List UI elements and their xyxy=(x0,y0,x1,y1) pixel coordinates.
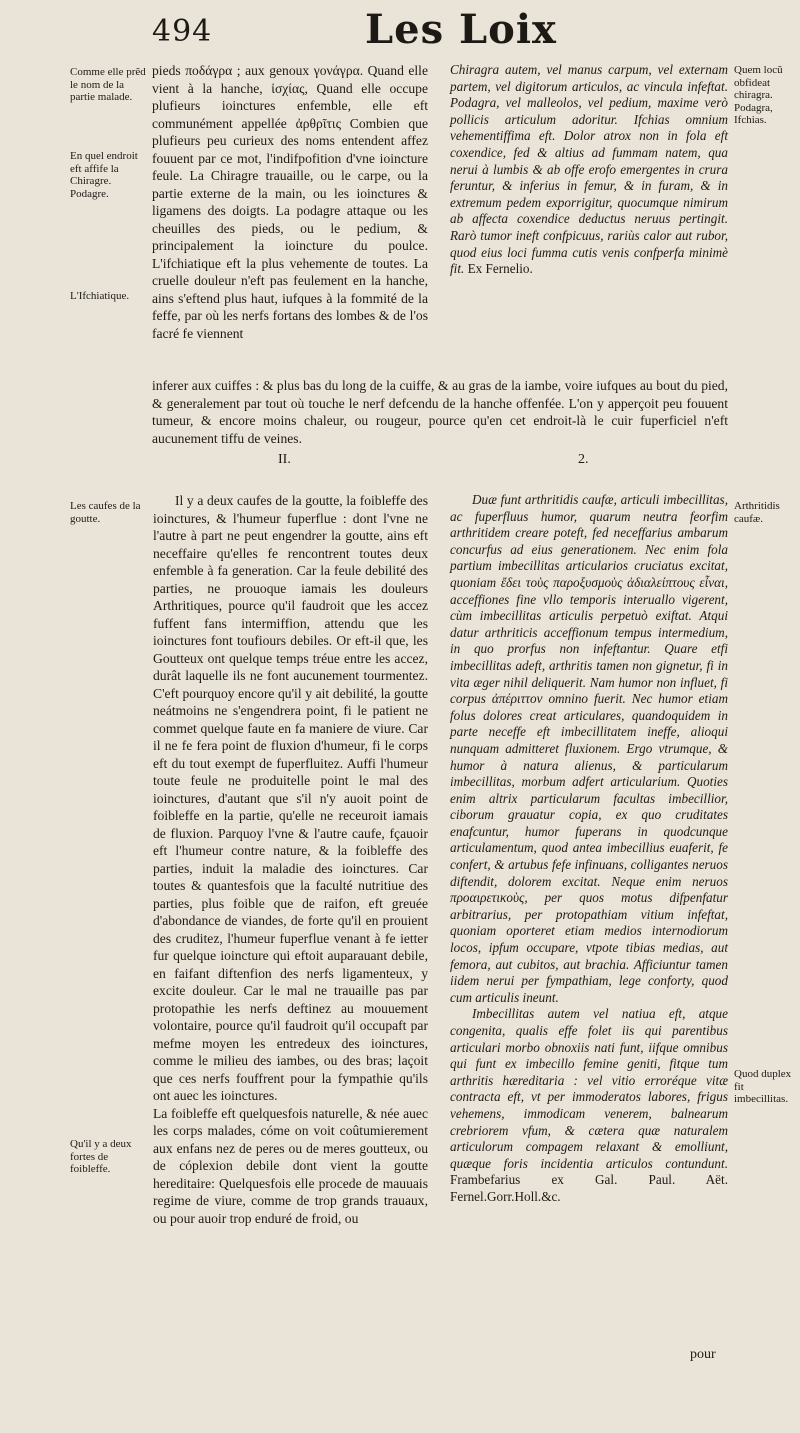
section2-latin-body-b: Imbecillitas autem vel natiua eft, atque congenita, qualis effe folet iis qui parentibus articulari morbo obnoxiis nati funt, iifque omnibus qui funt ex imbecillo femine geniti, fitque tum arthritis hæreditaria : vel vitio erroréque vitæ contracta eft, vt per immoderatos labores, frigus vehemens, immodicam venerem, balnearum crebriorem vfum, & cætera quæ naturalem articulorum compagem relaxant & emolliunt, quæque foris incidentia articulos contundunt. xyxy=(450,1006,728,1171)
margin-note-latin-chiragra: Quem locũ obfideat chiragra. Podagra, Ifchias. xyxy=(734,64,783,126)
page-number: 494 xyxy=(152,14,213,49)
section1-latin-source: Ex Fernelio. xyxy=(467,261,533,277)
margin-note-imbecillitas: Quod duplex fit imbecillitas. xyxy=(734,1068,792,1105)
section2-latin-source: Frambefarius ex Gal. Paul. Aët. Fernel.Gorr.Holl.&c. xyxy=(450,1172,728,1204)
margin-note-arthritidis: Arthritidis caufæ. xyxy=(734,500,780,525)
section2-french-text xyxy=(153,492,428,1227)
section2-latin-paragraph-a: Duæ funt arthritidis caufæ, articuli imbecillitas, ac fuperfluus humor, quarum neutra feorfim arthritidem creare poteft, fed neceffarius ambarum concurfus ad eius generationem. Nec enim fola partium imbecillitas articularios cruciatus excitat, quoniam ἔδει τοὺς παροξυσμοὺς ἀδιαλείπτους εἶναι, acceffiones fine vllo temporis interuallo vigerent, cùm imbecillitas articulis perpetuò exiftat. Atqui datur arthriticis acceffionum tempus intermedium, in quo prorfus non infeftantur. Quare etfi imbecillitas adeft, arthritis tamen non gignetur, fi in vita æger nihil deliquerit. Nam humor non influet, fi corpus ἀπέριττον omnino fuerit. Nec humor etiam folus dolores creat articulares, quandoquidem in parte neceffe eft imbecillitatem ineffe, alioqui nunquam admitteret fluxionem. Ergo vtrumque, & humor à natura alienus, & particularum imbecillitas, morbum adfert articularium. Quoties enim altrix particularum facultas imbecillior, ciborum grauatur copia, ex quo cruditates enafcuntur, humor fuperans in quodcunque articulamentum, quod antea imbecillius euaferit, fe confert, & artubus fefe infinuans, colligantes neruos diftendit, dolorem excitat. Neque enim neruos προαιρετικοὺς, per quos motus difpenfatur arbitrarius, per protopathiam vitium infeftat, quoniam oporteret etiam medios internodiorum locos, ipfum occupare, vtpote tibias medias, aut femora, aut cubitos, aut brachia. Afficiuntur tamen iidem nerui per fympathiam, lege conforty, quod cum articulis ineunt. xyxy=(450,492,728,1005)
section1-latin-text xyxy=(450,62,728,278)
section1-french-paragraph: pieds ποδάγρα ; aux genoux γονάγρα. Quand elle vient à la hanche, ἰσχίας, Quand elle occupe plufieurs ioinctures enfemble, elle eft communément appellée ἀρθρῖτις Combien que plufieurs peu curieux des noms entendent affez fouuent par ce mot, l'indifpofition d'vne ioincture feule. La Chiragre trauaille, ou le carpe, ou la partie externe de la main, ou les ioinctures & ligamens des doigts. La podagre attaque ou les cheuilles des pieds, ou le pedium, & principalement la ioincture du poulce. L'ifchiatique eft la plus vehemente de toutes. La cruelle douleur n'eft pas feulement en la hanche, ains s'eftend plus haut, iufques à la fommité de la feffe, par où les nerfs fortans des lombes & de l'os facré fe viennent xyxy=(152,63,428,341)
section2-french-number: II. xyxy=(278,452,291,467)
section2-french-paragraph-b: La foibleffe eft quelquesfois naturelle, & née auec les corps malades, cóme on voit coûtumierement aux enfans nez de peres ou de meres goutteux, ou de cóplexion debile dont vient la goutte hereditaire: Quelquesfois elle procede de mauuais regime de viure, comme de trop grands trauaux, ou pour auoir trop enduré de froid, ou xyxy=(153,1105,428,1226)
section2-latin-paragraph-b xyxy=(450,1006,728,1205)
margin-note-chiragre: En quel endroit eft affife la Chiragre. Podagre. xyxy=(70,150,138,200)
margin-note-causes: Les caufes de la goutte. xyxy=(70,500,141,525)
section1-latin-paragraph xyxy=(450,62,728,278)
section2-latin-text xyxy=(450,492,728,1206)
section1-full-paragraph: inferer aux cuiffes : & plus bas du long de la cuiffe, & au gras de la iambe, voire iufques au bout du pied, & generalement par tout où touche le nerf defcendu de la hanche offenfée. L'on y apperçoit peu fouuent tumeur, & encore moins chaleur, ou rougeur, pource qu'en cet endroit-là le cuir fuperficiel n'eft aucunement tiffu de veines. xyxy=(152,378,728,446)
section2-latin-number: 2. xyxy=(578,452,589,467)
section1-french-text xyxy=(152,62,428,342)
margin-note-ischiatique: L'Ifchiatique. xyxy=(70,290,130,302)
section2-french-paragraph-a: Il y a deux caufes de la goutte, la foibleffe des ioinctures, & l'humeur fuperflue : dont l'vne ne l'autre à part ne peut engendrer la goutte, ains eft neceffaire qu'elles fe rencontrent toutes deux enfemble à fa generation. Car la feule debilité des parties, ne prouoque iamais les douleurs Arthritiques, pource qu'il faudroit que les accez fuffent fans intermiffion, attendu que les ioinctures font toufiours debiles. Or eft-il que, les Goutteux ont quelque temps tréue entre les accez, durât laquelle ils ne font aucunement tourmentez. C'eft pourquoy encore qu'il y ait debilité, la goutte neátmoins ne s'engendrera point, fi le patient ne commet quelque faute en fa maniere de viure. Car il ne fe fera point de fluxion d'humeur, fi le corps eft du tout exempt de fuperfluitez. Auffi l'humeur toute feule ne produitelle point le mal des ioinctures, d'autant que s'il n'y auoit point de foibleffe en la partie, qu'elle ne receuroit iamais de fluxion. Parquoy l'vne & l'autre caufe, fçauoir eft l'humeur contre nature, & la foibleffe des parties, induit la maladie des ioinctures. Car toutes & quantesfois que la faculté nutritiue des parties, plus foible que de raifon, eft greuée d'abondance de viandes, de forte qu'il en prouient des cruditez, l'humeur fuperflue venant à fe ietter fur quelque ioincture qui eftoit auparauant debile, en faifant diftenfion des nerfs ligamenteux, y excite douleur. Car le mal ne trauaille pas par protopathie les nerfs deftinez au mouuement volontaire, pource qu'il faudroit qu'il occupaft par mefme moyen les entredeux des ioinctures, comme le milieu des iambes, ou des bras; laçoit que ces nerfs fouffrent pour la fympathie qu'ils ont auec les ioinctures. xyxy=(153,493,428,1103)
catchword: pour xyxy=(690,1347,716,1362)
margin-note-name: Comme elle prẽd le nom de la partie malade. xyxy=(70,66,146,103)
margin-note-deux-sortes: Qu'il y a deux fortes de foibleffe. xyxy=(70,1138,132,1175)
section1-latin-body: Chiragra autem, vel manus carpum, vel externam partem, vel digitorum articulos, ac vincula infeftat. Podagra, vel malleolos, vel pedium, maxime verò pollicis articulum adoritur. Ifchias omnium vehementiffima eft. Dolor atrox non in fola eft coxendice, fed & altius ad fummam natem, qua nerui à lumbis & ab offe erofo emergentes in crura feruntur, & inferius in femur, & in furam, & in extremum pedem exporrigitur, quocumque nimirum ab affecta coxendice deductus neruus pertingit. Rarò tumor ineft confpicuus, rariùs calor aut rubor, quod eius loci fumma cutis venis confperfa minimè fit. xyxy=(450,62,728,277)
section1-full-width-text xyxy=(152,377,728,447)
page-title: Les Loix xyxy=(365,6,557,53)
